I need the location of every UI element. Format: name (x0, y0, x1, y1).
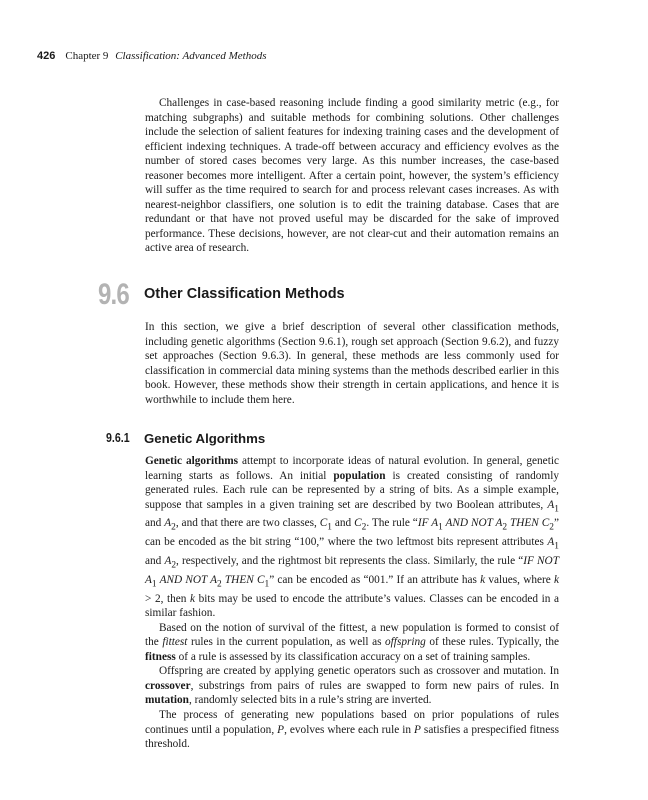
paragraph-offspring (145, 664, 559, 708)
chapter-label: Chapter 9 (65, 50, 109, 62)
emph-offspring: offspring (385, 636, 426, 649)
math-a: A (164, 517, 172, 530)
math-sub: 1 (554, 541, 559, 552)
text-run: ” can be encoded as the bit string “100,” where the two leftmost bits represent attributes (145, 517, 559, 549)
math-a: A (547, 498, 555, 511)
math-sub: 2 (549, 522, 554, 533)
math-sub: 1 (554, 503, 559, 514)
subsection-number: 9.6.1 (106, 431, 130, 445)
intro-block (145, 96, 559, 256)
chapter-title: Classification: Advanced Methods (115, 50, 267, 62)
math-a: A (164, 555, 172, 568)
text-run: The process of generating new populations based on prior populations of rules continues until a population, (145, 709, 559, 736)
term-crossover: crossover (145, 679, 191, 692)
rule-text: IF NOT A (145, 555, 559, 586)
text-run: Based on the notion of survival of the fittest, a new population is formed to consist of the (145, 621, 559, 649)
math-sub: 2 (171, 560, 177, 571)
paragraph-process (145, 708, 559, 752)
text-run: . The rule “ (366, 517, 418, 530)
rule-text: AND NOT A (156, 573, 218, 586)
math-sub: 1 (327, 522, 332, 533)
text-run: values, where (485, 573, 554, 586)
running-header (37, 50, 267, 62)
rule-text: AND NOT A (442, 517, 503, 530)
rule-text: THEN C (507, 517, 550, 530)
math-sub: 1 (264, 579, 270, 590)
math-sub: 2 (502, 522, 508, 533)
text-run: is created consisting of randomly generated rules. Each rule can be represented by a string of bits. As a simple example, suppose that samples in a given training set are described by two Boolean attributes, (145, 469, 559, 511)
section-intro-block (145, 320, 559, 407)
term-fitness: fitness (145, 650, 176, 663)
text-run: and (145, 517, 165, 530)
paragraph-genetic-intro (145, 454, 559, 621)
math-sub: 2 (171, 522, 176, 533)
math-sub: 2 (217, 579, 222, 590)
math-sub: 1 (151, 579, 157, 590)
text-run: Offspring are created by applying genetic operators such as crossover and mutation. In (159, 665, 559, 678)
math-c: C (354, 517, 362, 530)
text-run: ” can be encoded as “001.” If an attribute has (269, 573, 481, 586)
term-genetic-algorithms: Genetic algorithms (145, 455, 239, 467)
math-sub: 1 (438, 522, 443, 533)
rule-text: IF A (417, 517, 439, 530)
math-p: P (277, 723, 285, 736)
emph-fittest: fittest (162, 636, 188, 649)
math-k: k (553, 573, 559, 586)
intro-paragraph: Challenges in case-based reasoning include finding a good similarity metric (e.g., for matching subgraphs) and suitable methods for combining solutions. Other challenges include the selection of salient features for indexing training cases and the development of efficient indexing techniques. A trade-off between accuracy and efficiency evolves as the number of stored cases becomes very large. As this number increases, the case-based reasoner becomes more intelligent. After a certain point, however, the system’s efficiency will suffer as the time required to search for and process relevant cases increases. As with nearest-neighbor classifiers, one solution is to edit the training database. Cases that are redundant or that have not proved useful may be discarded for the sake of improved performance. These decisions, however, are not clear-cut and their automation remains an active area of research. (145, 97, 559, 255)
text-run: , and that there are two classes, (175, 517, 320, 530)
paragraph-survival (145, 621, 559, 665)
math-sub: 2 (361, 522, 367, 533)
text-run: > 2, then (145, 592, 191, 605)
math-c: C (319, 517, 328, 530)
text-run: , substrings from pairs of rules are swapped to form new pairs of rules. In (190, 679, 559, 692)
math-p: P (414, 723, 421, 736)
text-run: satisfies a prespecified fitness threshold. (145, 723, 560, 751)
term-mutation: mutation (145, 694, 189, 707)
section-number: 9.6 (98, 278, 129, 311)
text-run: of these rules. Typically, the (425, 636, 559, 649)
text-run: , respectively, and the rightmost bit represents the class. Similarly, the rule “ (176, 555, 524, 568)
math-k: k (480, 573, 486, 586)
text-run: , randomly selected bits in a rule’s string are inverted. (188, 694, 432, 707)
text-run: and (145, 555, 165, 568)
subsection-title: Genetic Algorithms (144, 431, 266, 446)
math-k: k (190, 592, 196, 605)
term-population: population (333, 469, 386, 482)
text-run: bits may be used to encode the attribute’s values. Classes can be encoded in a similar fashion. (145, 592, 559, 620)
math-a: A (547, 536, 555, 549)
text-run: rules in the current population, as well as (187, 636, 386, 649)
section-paragraph: In this section, we give a brief description of several other classification methods, including genetic algorithms (Section 9.6.1), rough set approach (Section 9.6.2), and fuzzy set approaches (Section 9.6.3). In general, these methods are less commonly used for classification in commercial data mining systems than the methods described earlier in this book. However, these methods show their strength in certain applications, and hence it is worthwhile to include them here. (145, 321, 559, 406)
rule-text: THEN C (221, 573, 265, 586)
text-run: attempt to incorporate ideas of natural evolution. In general, genetic learning starts as follows. An initial (145, 455, 559, 482)
section-title: Other Classification Methods (144, 286, 345, 302)
page-number: 426 (37, 50, 56, 62)
text-run: of a rule is assessed by its classification accuracy on a set of training samples. (175, 650, 531, 663)
genetic-algorithms-body (145, 454, 559, 752)
text-run: and (331, 517, 355, 530)
text-run: , evolves where each rule in (284, 723, 415, 736)
